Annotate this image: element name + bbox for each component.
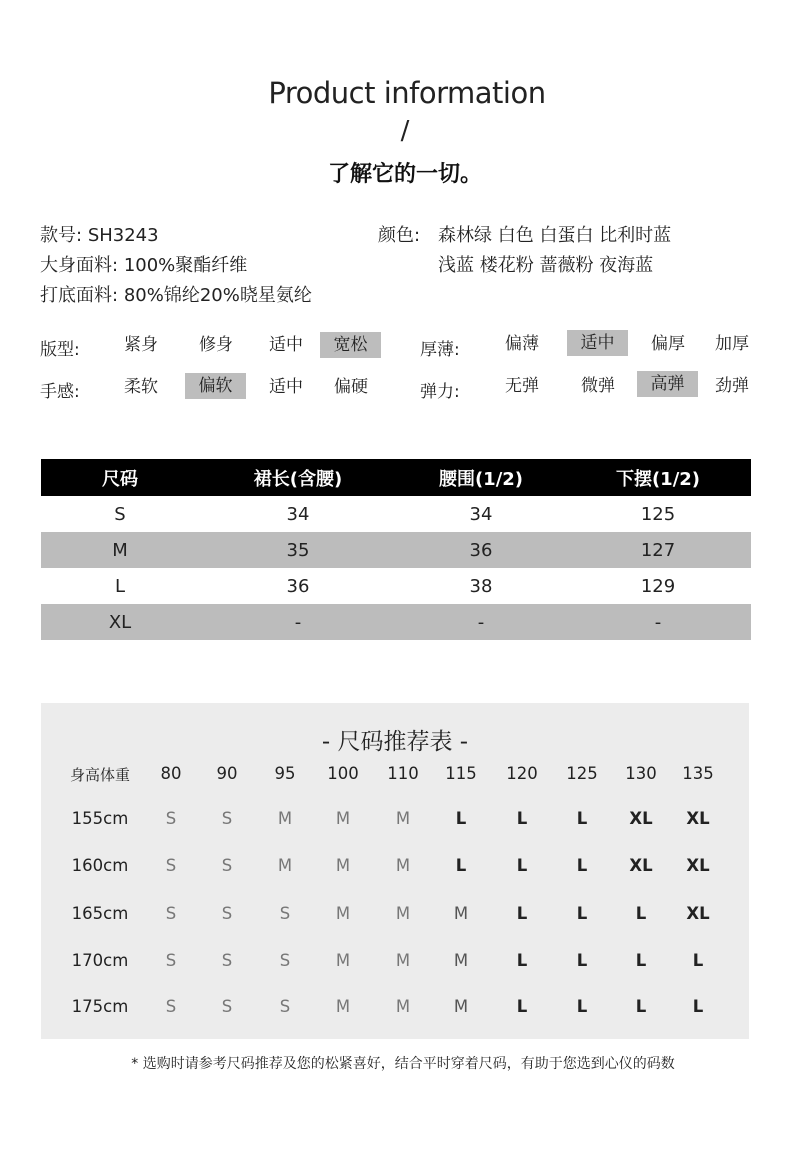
recommendation-cell: L [516, 997, 528, 1016]
recommendation-cell: XL [686, 904, 710, 923]
title-english: Product information [268, 76, 546, 110]
recommendation-cell: M [395, 809, 411, 828]
recommendation-cell: L [576, 809, 588, 828]
recommendation-cell: L [692, 951, 704, 970]
height-label: 160cm [71, 856, 129, 875]
recommendation-cell: M [395, 951, 411, 970]
lining-fabric [40, 281, 312, 307]
recommendation-cell: XL [629, 856, 653, 875]
header-hem: 下摆(1/2) [565, 459, 751, 496]
body-fabric [40, 251, 247, 277]
table-row [41, 568, 751, 604]
feel-label: 手感: [40, 382, 80, 402]
recommendation-cell: S [221, 856, 233, 875]
recommendation-title: - 尺码推荐表 - [321, 729, 469, 755]
recommendation-cell: S [221, 997, 233, 1016]
recommendation-cell: M [335, 856, 351, 875]
height-label: 175cm [71, 997, 129, 1016]
recommendation-cell: L [576, 951, 588, 970]
table-cell: 36 [286, 575, 310, 597]
weight-header: 95 [274, 764, 296, 783]
table-cell: M [41, 532, 199, 568]
height-label: 170cm [71, 951, 129, 970]
title-divider: / [400, 116, 410, 146]
recommendation-cell: M [277, 809, 293, 828]
recommendation-cell: M [453, 951, 469, 970]
weight-header: 80 [160, 764, 182, 783]
recommendation-cell: L [692, 997, 704, 1016]
feel-option-soft: 柔软 [124, 377, 158, 397]
table-cell: - [397, 604, 565, 640]
recommendation-cell: L [635, 904, 647, 923]
header-skirt-length: 裙长(含腰) [199, 459, 397, 496]
style-number [40, 221, 159, 247]
recommendation-grid [41, 703, 749, 1039]
weight-header: 120 [506, 764, 538, 783]
color-label: 颜色: [378, 225, 421, 246]
recommendation-cell: S [221, 951, 233, 970]
feel-option-slightly-hard: 偏硬 [334, 377, 368, 397]
recommendation-cell: XL [686, 809, 710, 828]
recommendation-cell: M [395, 856, 411, 875]
recommendation-cell: L [455, 856, 467, 875]
lining-fabric-value: 80%锦纶20%晓星氨纶 [123, 285, 312, 306]
recommendation-cell: M [395, 904, 411, 923]
weight-header: 135 [682, 764, 714, 783]
recommendation-cell: L [635, 997, 647, 1016]
recommendation-cell: S [221, 904, 233, 923]
recommendation-cell: L [455, 809, 467, 828]
recommendation-cell: S [279, 951, 291, 970]
table-cell: 127 [565, 532, 751, 568]
weight-header: 100 [327, 764, 359, 783]
recommendation-cell: S [165, 997, 177, 1016]
recommendation-cell: M [277, 856, 293, 875]
recommendation-cell: M [335, 997, 351, 1016]
thickness-option-thick: 偏厚 [651, 334, 685, 354]
table-cell: 36 [397, 532, 565, 568]
recommendation-cell: L [576, 904, 588, 923]
table-cell: 125 [640, 503, 676, 525]
recommendation-cell: L [576, 997, 588, 1016]
footnote: * 选购时请参考尺码推荐及您的松紧喜好，结合平时穿着尺码，有助于您选到心仪的码数 [131, 1056, 675, 1072]
recommendation-cell: L [516, 951, 528, 970]
table-cell: - [565, 604, 751, 640]
thickness-option-medium: 适中 [567, 330, 628, 356]
fit-option-tight: 紧身 [124, 335, 158, 355]
table-cell: S [114, 503, 126, 525]
table-row [41, 532, 751, 568]
fit-option-regular: 适中 [269, 335, 303, 355]
stretch-option-none: 无弹 [505, 376, 539, 396]
recommendation-cell: S [165, 904, 177, 923]
recommendation-cell: XL [629, 809, 653, 828]
fit-label: 版型: [40, 340, 80, 360]
recommendation-cell: L [516, 904, 528, 923]
table-cell: 38 [469, 575, 493, 597]
stretch-label: 弹力: [420, 382, 460, 402]
size-table [41, 459, 751, 640]
weight-header: 110 [387, 764, 419, 783]
feel-option-medium: 适中 [269, 377, 303, 397]
stretch-option-strong: 劲弹 [715, 376, 749, 396]
colors-line-2: 浅蓝 楼花粉 蔷薇粉 夜海蓝 [438, 255, 654, 276]
table-cell: 34 [286, 503, 310, 525]
recommendation-cell: M [453, 904, 469, 923]
recommendation-cell: L [516, 856, 528, 875]
recommendation-cell: M [453, 997, 469, 1016]
stretch-option-high: 高弹 [637, 371, 698, 397]
recommendation-cell: S [165, 856, 177, 875]
recommendation-corner-label: 身高体重 [69, 766, 130, 784]
colors-line-1: 森林绿 白色 白蛋白 比利时蓝 [438, 225, 672, 246]
recommendation-cell: L [516, 809, 528, 828]
style-number-value: SH3243 [87, 225, 159, 246]
size-table-header [41, 459, 751, 496]
recommendation-cell: S [165, 809, 177, 828]
size-recommendation-panel [41, 703, 749, 1039]
table-cell: L [114, 575, 126, 597]
style-number-label: 款号: [40, 225, 83, 246]
table-cell: 35 [199, 532, 397, 568]
feel-option-slightly-soft: 偏软 [185, 373, 246, 399]
weight-header: 115 [445, 764, 477, 783]
weight-header: 125 [566, 764, 598, 783]
table-cell: 34 [469, 503, 493, 525]
height-label: 165cm [71, 904, 129, 923]
thickness-option-extra-thick: 加厚 [715, 334, 749, 354]
fit-option-slim: 修身 [199, 335, 233, 355]
table-cell: 129 [640, 575, 676, 597]
recommendation-cell: M [395, 997, 411, 1016]
table-cell: XL [41, 604, 199, 640]
stretch-option-slight: 微弹 [581, 376, 615, 396]
recommendation-cell: L [576, 856, 588, 875]
height-label: 155cm [71, 809, 129, 828]
title-chinese: 了解它的一切。 [327, 162, 482, 187]
lining-fabric-label: 打底面料: [40, 285, 119, 306]
recommendation-cell: XL [686, 856, 710, 875]
recommendation-cell: L [635, 951, 647, 970]
table-row [41, 496, 751, 532]
fit-option-loose: 宽松 [320, 332, 381, 358]
table-row [41, 604, 751, 640]
header-waist: 腰围(1/2) [397, 459, 565, 496]
recommendation-cell: S [221, 809, 233, 828]
recommendation-cell: M [335, 809, 351, 828]
thickness-option-thin: 偏薄 [505, 334, 539, 354]
body-fabric-label: 大身面料: [40, 255, 119, 276]
weight-header: 130 [625, 764, 657, 783]
recommendation-cell: M [335, 904, 351, 923]
recommendation-cell: S [279, 904, 291, 923]
recommendation-cell: S [165, 951, 177, 970]
recommendation-cell: M [335, 951, 351, 970]
weight-header: 90 [216, 764, 238, 783]
recommendation-cell: S [279, 997, 291, 1016]
header-size: 尺码 [41, 459, 199, 496]
table-cell: - [199, 604, 397, 640]
body-fabric-value: 100%聚酯纤维 [123, 255, 248, 276]
thickness-label: 厚薄: [420, 340, 460, 360]
